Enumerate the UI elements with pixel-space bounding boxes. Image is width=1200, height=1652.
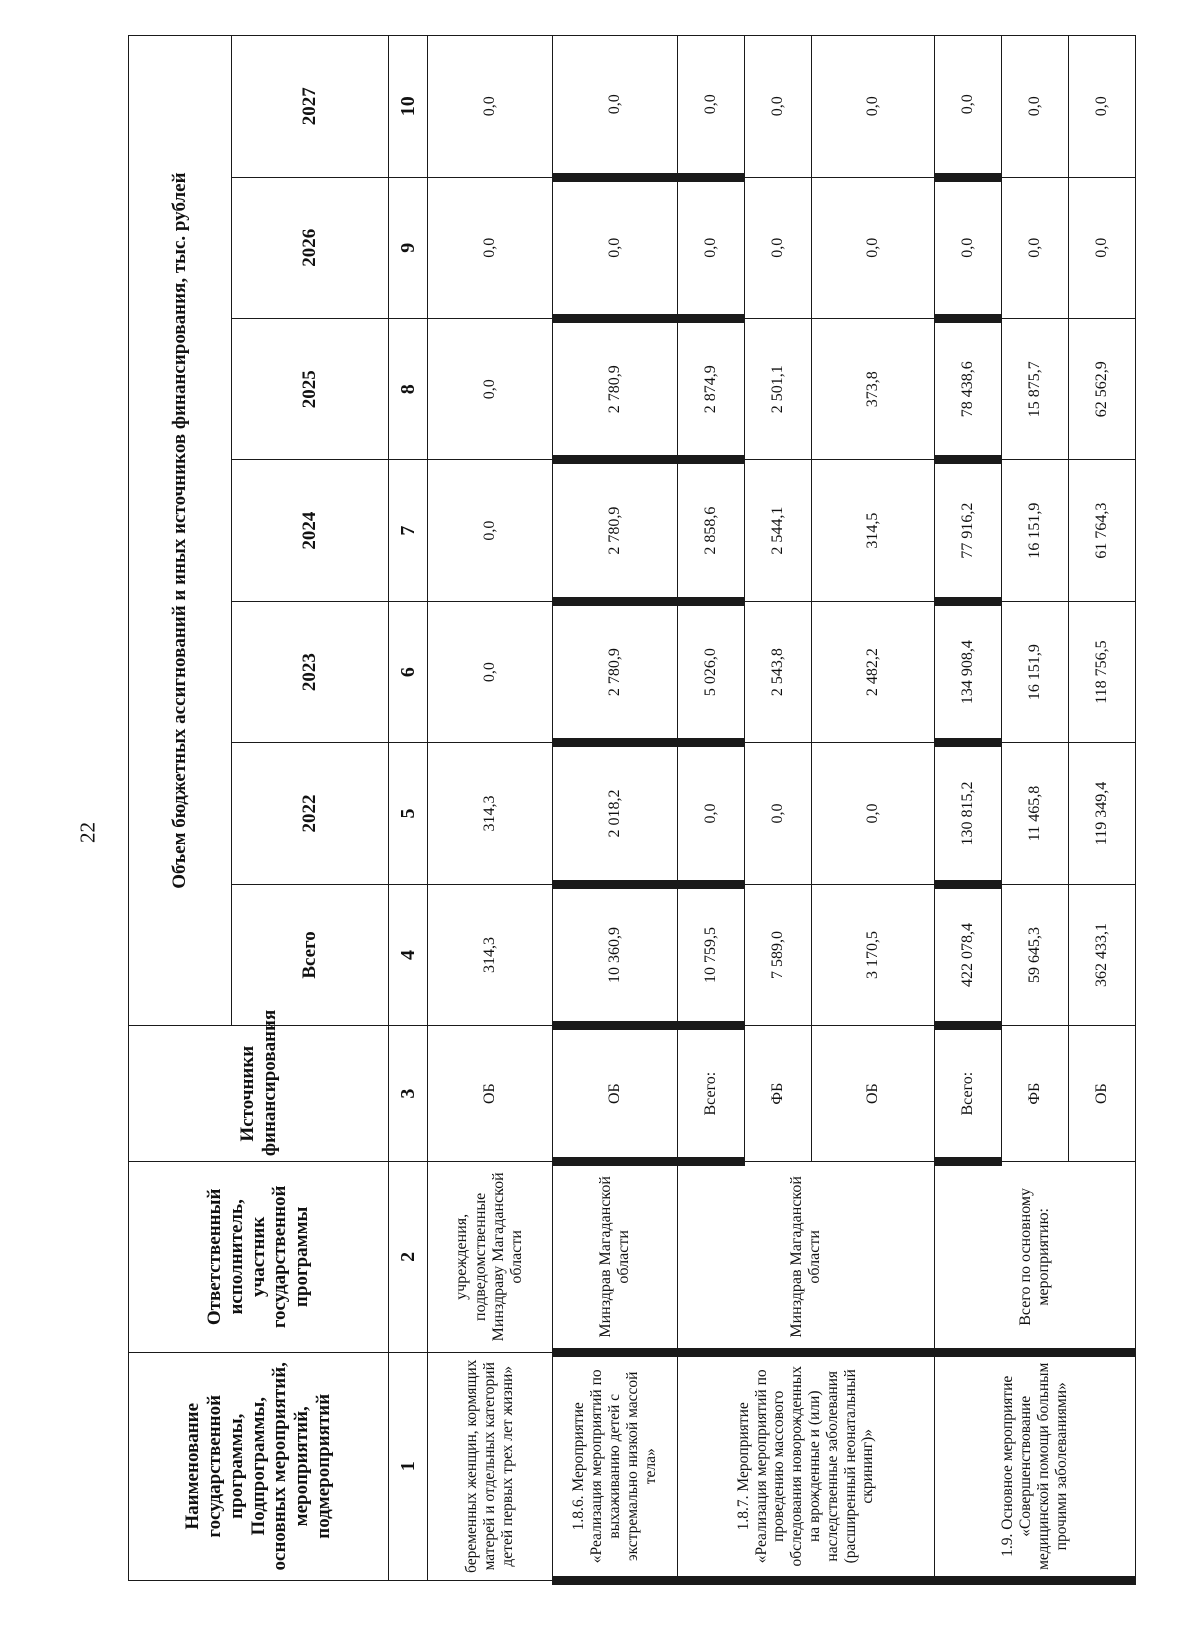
column-number: 6 <box>389 601 428 742</box>
row-value: 0,0 <box>745 743 812 884</box>
column-number: 5 <box>389 743 428 884</box>
row-source: ФБ <box>745 1026 812 1162</box>
row-value: 7 589,0 <box>745 884 812 1025</box>
header-year: 2027 <box>232 36 389 178</box>
column-number: 10 <box>389 36 428 178</box>
row-value: 78 438,6 <box>935 318 1002 459</box>
row-name: 1.8.7. Мероприятие «Реализация мероприятий по проведению массового обследования новорожденных на врожденные и (или) наследственные заболевания (расширенный неонатальный скрининг)» <box>678 1352 935 1580</box>
page-number: 22 <box>75 822 100 843</box>
table-row <box>678 36 745 1581</box>
row-value: 15 875,7 <box>1002 318 1069 459</box>
table-row <box>553 36 678 1581</box>
row-value: 0,0 <box>1002 36 1069 178</box>
table-row <box>935 36 1002 1581</box>
row-value: 0,0 <box>1069 36 1136 178</box>
rotated-table-container <box>128 35 1110 1585</box>
row-value: 0,0 <box>428 460 553 601</box>
row-value: 2 544,1 <box>745 460 812 601</box>
row-value: 0,0 <box>1002 177 1069 318</box>
row-value: 0,0 <box>745 36 812 178</box>
row-name: 1.8.6. Мероприятие «Реализация мероприятий по выхаживанию детей с экстремально низкой массой тела» <box>553 1352 678 1580</box>
row-value: 314,3 <box>428 743 553 884</box>
row-value: 0,0 <box>428 601 553 742</box>
row-responsible: учреждения, подведомственные Минздраву Магаданской области <box>428 1162 553 1352</box>
row-value: 11 465,8 <box>1002 743 1069 884</box>
row-source: Всего: <box>935 1026 1002 1162</box>
row-name: 1.9. Основное мероприятие «Совершенствование медицинской помощи больным прочими заболеваниями» <box>935 1352 1136 1580</box>
row-value: 0,0 <box>1069 177 1136 318</box>
row-value: 314,5 <box>812 460 935 601</box>
row-value: 2 874,9 <box>678 318 745 459</box>
row-value: 0,0 <box>428 36 553 178</box>
row-value: 16 151,9 <box>1002 601 1069 742</box>
row-value: 2 018,2 <box>553 743 678 884</box>
row-value: 2 482,2 <box>812 601 935 742</box>
row-value: 0,0 <box>812 177 935 318</box>
row-value: 10 759,5 <box>678 884 745 1025</box>
row-value: 118 756,5 <box>1069 601 1136 742</box>
row-source: ОБ <box>553 1026 678 1162</box>
column-number: 3 <box>389 1026 428 1162</box>
row-value: 362 433,1 <box>1069 884 1136 1025</box>
row-value: 314,3 <box>428 884 553 1025</box>
header-year: 2023 <box>232 601 389 742</box>
header-responsible: Ответственный исполнитель, участник государственной программы <box>129 1162 389 1352</box>
row-value: 0,0 <box>678 177 745 318</box>
column-number: 4 <box>389 884 428 1025</box>
row-source: ОБ <box>428 1026 553 1162</box>
column-number: 1 <box>389 1352 428 1580</box>
header-year: 2022 <box>232 743 389 884</box>
row-value: 422 078,4 <box>935 884 1002 1025</box>
column-number: 7 <box>389 460 428 601</box>
column-numbers-row <box>389 36 428 1581</box>
header-total: Всего <box>232 884 389 1025</box>
row-responsible: Минздрав Магаданской области <box>553 1162 678 1352</box>
row-source: ОБ <box>1069 1026 1136 1162</box>
row-responsible: Всего по основному мероприятию: <box>935 1162 1136 1352</box>
funding-table <box>128 35 1136 1585</box>
row-source: Всего: <box>678 1026 745 1162</box>
row-value: 2 858,6 <box>678 460 745 601</box>
row-value: 0,0 <box>745 177 812 318</box>
row-value: 119 349,4 <box>1069 743 1136 884</box>
row-value: 2 780,9 <box>553 460 678 601</box>
row-value: 2 501,1 <box>745 318 812 459</box>
row-value: 0,0 <box>812 36 935 178</box>
row-source: ОБ <box>812 1026 935 1162</box>
header-row-1 <box>129 36 232 1581</box>
row-value: 0,0 <box>428 318 553 459</box>
row-value: 77 916,2 <box>935 460 1002 601</box>
row-responsible: Минздрав Магаданской области <box>678 1162 935 1352</box>
row-value: 2 780,9 <box>553 318 678 459</box>
header-year: 2025 <box>232 318 389 459</box>
row-value: 59 645,3 <box>1002 884 1069 1025</box>
header-sources: Источники финансирования <box>129 1026 389 1162</box>
row-value: 62 562,9 <box>1069 318 1136 459</box>
row-value: 5 026,0 <box>678 601 745 742</box>
row-value: 61 764,3 <box>1069 460 1136 601</box>
row-value: 0,0 <box>935 36 1002 178</box>
table-row <box>428 36 553 1581</box>
header-name: Наименование государственной программы, Подпрограммы, основных мероприятий, мероприятий, подмероприятий <box>129 1352 389 1580</box>
row-value: 373,8 <box>812 318 935 459</box>
row-value: 16 151,9 <box>1002 460 1069 601</box>
column-number: 8 <box>389 318 428 459</box>
row-value: 0,0 <box>678 36 745 178</box>
row-source: ФБ <box>1002 1026 1069 1162</box>
row-value: 10 360,9 <box>553 884 678 1025</box>
header-year: 2026 <box>232 177 389 318</box>
row-value: 2 543,8 <box>745 601 812 742</box>
header-volume: Объем бюджетных ассигнований и иных источников финансирования, тыс. рублей <box>129 36 232 1026</box>
row-value: 0,0 <box>812 743 935 884</box>
row-name: беременных женщин, кормящих матерей и отдельных категорий детей первых трех лет жизни» <box>428 1352 553 1580</box>
row-value: 0,0 <box>553 36 678 178</box>
column-number: 9 <box>389 177 428 318</box>
row-value: 2 780,9 <box>553 601 678 742</box>
row-value: 134 908,4 <box>935 601 1002 742</box>
row-value: 0,0 <box>553 177 678 318</box>
column-number: 2 <box>389 1162 428 1352</box>
row-value: 0,0 <box>935 177 1002 318</box>
row-value: 3 170,5 <box>812 884 935 1025</box>
row-value: 0,0 <box>428 177 553 318</box>
row-value: 130 815,2 <box>935 743 1002 884</box>
row-value: 0,0 <box>678 743 745 884</box>
header-year: 2024 <box>232 460 389 601</box>
